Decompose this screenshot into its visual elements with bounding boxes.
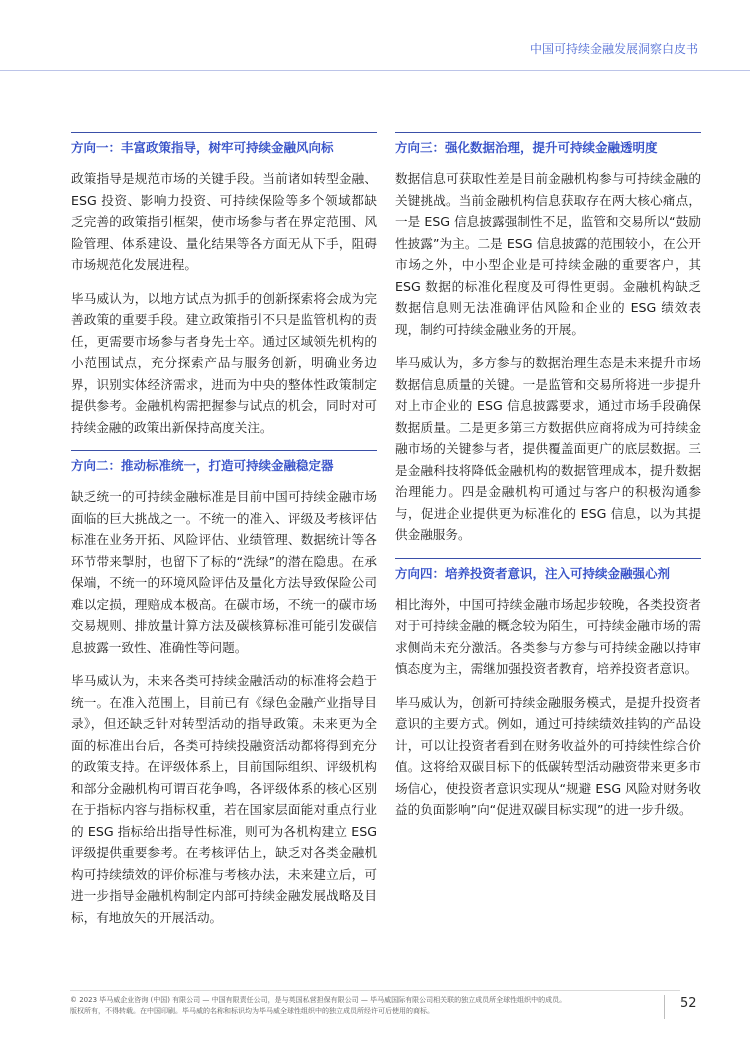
footer-divider xyxy=(70,990,680,991)
paragraph: 相比海外，中国可持续金融市场起步较晚，各类投资者对于可持续金融的概念较为陌生，可持续金融市场的需求侧尚未充分激活。各类参与方参与可持续金融以持审慎态度为主，需继加强投资者教育，培养投资者意识。 xyxy=(395,596,701,676)
section-heading-direction-4: 方向四：培养投资者意识，注入可持续金融强心剂 xyxy=(395,558,701,582)
paragraph: 数据信息可获取性差是目前金融机构参与可持续金融的关键挑战。当前金融机构信息获取存在两大核心痛点，一是 ESG 信息披露强制性不足，监管和交易所以“鼓励性披露”为主。二是 ESG 信息披露的范围较小，在公开市场之外，中小型企业是可持续金融的重要客户，其 ESG 数据的标准化程度及可得性更弱。金融机构缺乏数据信息则无法准确评估风险和企业的 ESG 绩效表现，制约可持续金融业务的开展。 xyxy=(395,171,701,337)
paragraph: 缺乏统一的可持续金融标准是目前中国可持续金融市场面临的巨大挑战之一。不统一的准入、评级及考核评估标准在业务开拓、风险评估、业绩管理、数据统计等各环节带来掣肘，也留下了标的“洗绿”的潜在隐患。在承保端，不统一的环境风险评估及量化方法导致保险公司难以定损，理赔成本极高。在碳市场，不统一的碳市场交易规则、排放量计算方法及碳核算标准可能引发碳信息披露一致性、准确性等问题。 xyxy=(71,489,377,655)
footer-vertical-divider xyxy=(664,995,665,1019)
section-heading-direction-1: 方向一：丰富政策指导，树牢可持续金融风向标 xyxy=(71,132,377,156)
page-number: 52 xyxy=(680,996,697,1011)
paragraph: 毕马威认为，多方参与的数据治理生态是未来提升市场数据信息质量的关键。一是监管和交易所将进一步提升对上市企业的 ESG 信息披露要求，通过市场手段确保数据质量。二是更多第三方数据供应商将成为可持续金融市场的关键参与者，提供覆盖面更广的底层数据。三是金融科技将降低金融机构的数据管理成本，提升数据治理能力。四是金融机构可通过与客户的积极沟通参与，促进企业提供更为标准化的 ESG 信息，以为其提供金融服务。 xyxy=(395,355,701,542)
paragraph: 毕马威认为，未来各类可持续金融活动的标准将会趋于统一。在准入范围上，目前已有《绿色金融产业指导目录》，但还缺乏针对转型活动的指导政策。未来更为全面的标准出台后，各类可持续投融资活动都将得到充分的政策支持。在评级体系上，目前国际组织、评级机构和部分金融机构可谓百花争鸣，各评级体系的核心区别在于指标内容与指标权重，若在国家层面能对重点行业的 ESG 指标给出指导性标准，则可为各机构建立 ESG 评级提供重要参考。在考核评估上，缺乏对各类金融机构可持续绩效的评价标准与考核办法，未来建立后，可进一步指导金融机构制定内部可持续金融发展战略及目标，有地放矢的开展活动。 xyxy=(71,673,377,925)
paragraph: 毕马威认为，以地方试点为抓手的创新探索将会成为完善政策的重要手段。建立政策指引不只是监管机构的责任，更需要市场参与者身先士卒。通过区域领先机构的小范围试点，充分探索产品与服务创新，明确业务边界，识别实体经济需求，进而为中央的整体性政策制定提供参考。金融机构需把握参与试点的机会，同时对可持续金融的政策出新保持高度关注。 xyxy=(71,290,377,435)
header-divider xyxy=(0,70,750,71)
footer-line-1: © 2023 毕马威企业咨询 (中国) 有限公司 — 中国有限责任公司，是与英国私营担保有限公司 — 毕马威国际有限公司相关联的独立成员所全球性组织中的成员。 xyxy=(70,996,567,1004)
section-heading-direction-3: 方向三：强化数据治理，提升可持续金融透明度 xyxy=(395,132,701,156)
section-heading-direction-2: 方向二：推动标准统一，打造可持续金融稳定器 xyxy=(71,450,377,474)
right-column xyxy=(395,132,701,833)
left-column xyxy=(71,132,377,940)
footer-line-2: 版权所有，不得转载。在中国印刷。毕马威的名称和标识均为毕马威全球性组织中的独立成员所经许可后使用的商标。 xyxy=(70,1007,434,1015)
paragraph: 毕马威认为，创新可持续金融服务模式，是提升投资者意识的主要方式。例如，通过可持续绩效挂钩的产品设计，可以让投资者看到在财务收益外的可持续性综合价值。这将给双碳目标下的低碳转型活动融资带来更多市场信心，使投资者意识实现从“规避 ESG 风险对财务收益的负面影响”向“促进双碳目标实现”的进一步升级。 xyxy=(395,694,701,817)
document-header-title: 中国可持续金融发展洞察白皮书 xyxy=(529,42,698,56)
paragraph: 政策指导是规范市场的关键手段。当前诸如转型金融、ESG 投资、影响力投资、可持续保险等多个领域都缺乏完善的政策指引框架，使市场参与者在界定范围、风险管理、体系建设、量化结果等各方面无从下手，阻碍市场规范化发展进程。 xyxy=(71,171,377,272)
footer-copyright xyxy=(70,995,660,1017)
